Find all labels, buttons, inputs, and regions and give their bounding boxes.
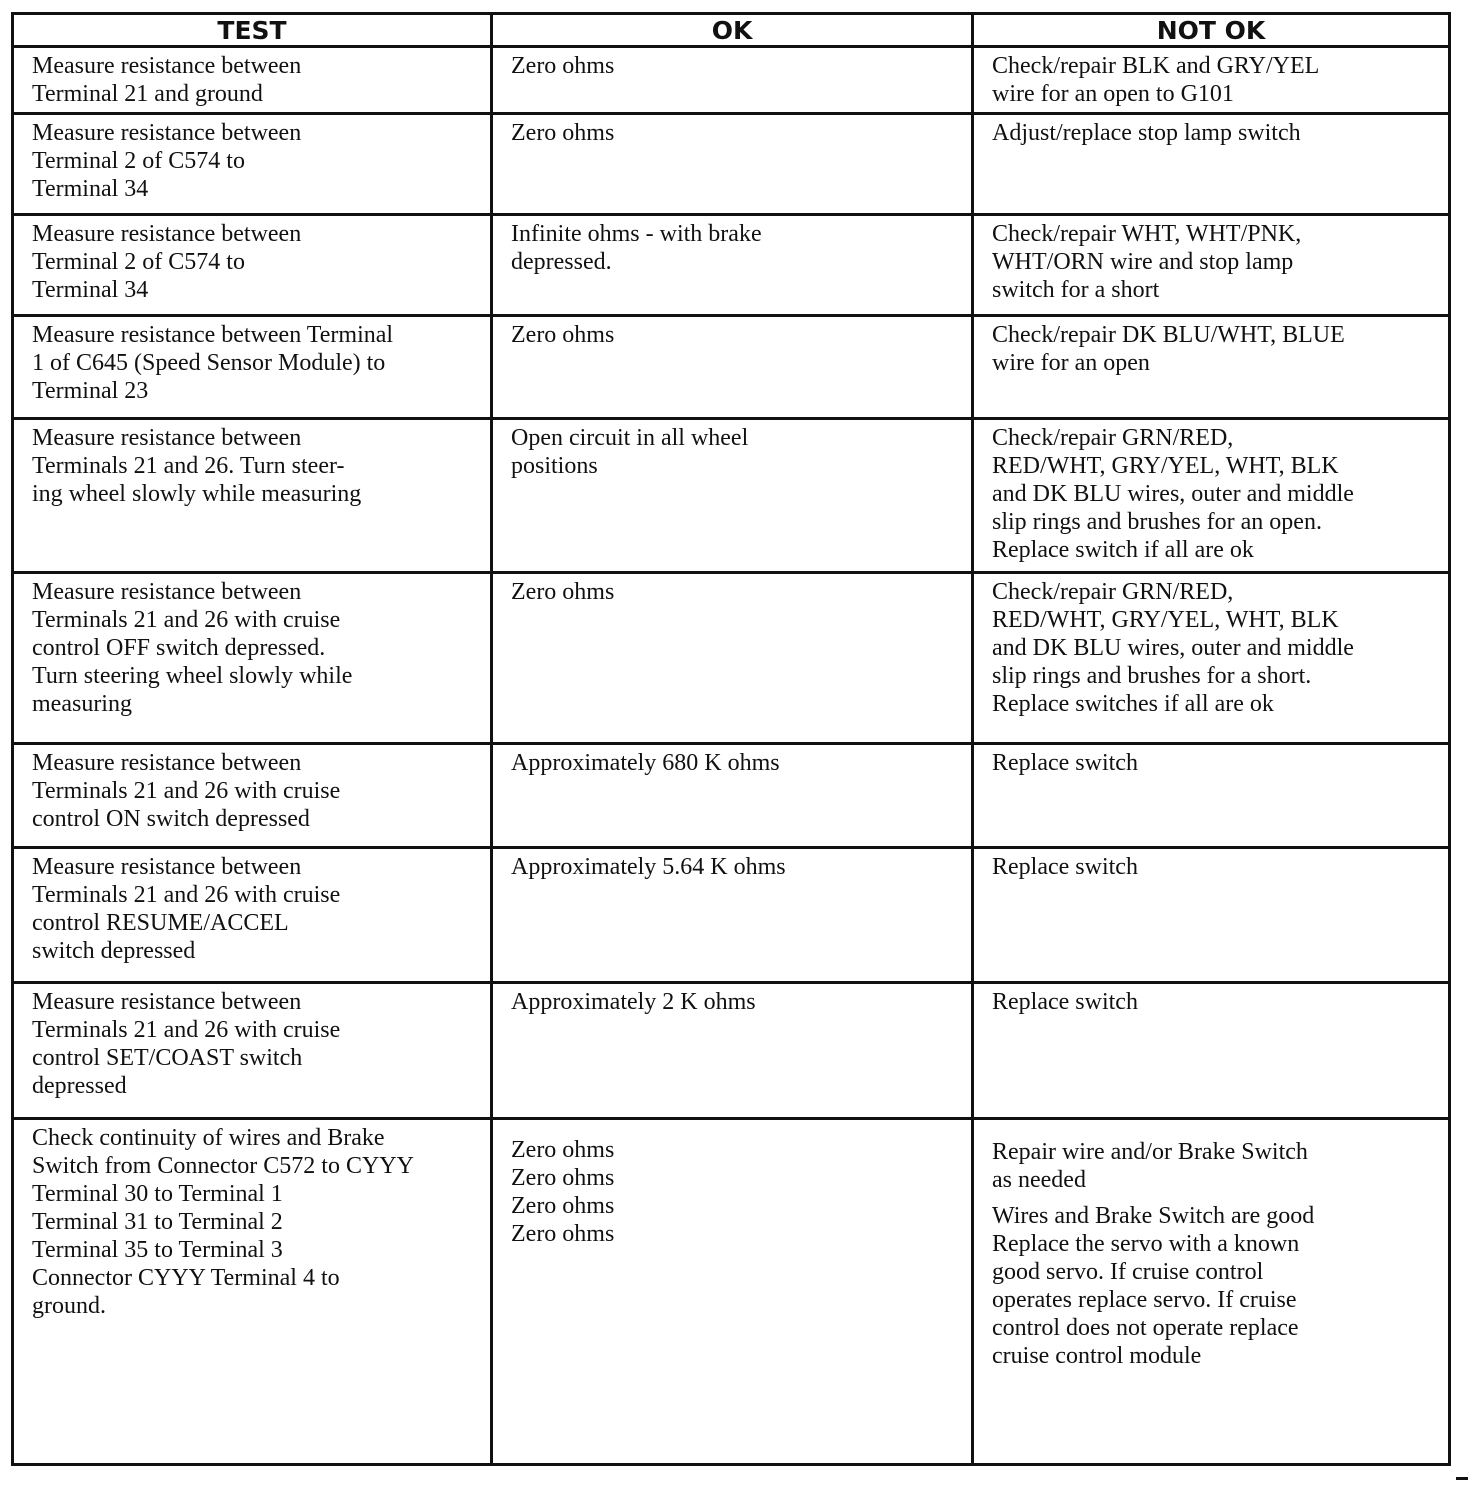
not-ok-cell: [973, 848, 1450, 983]
cell-line: Zero ohms: [511, 579, 615, 605]
cell-line: Terminal 2 of C574 to: [32, 249, 245, 275]
cell-line: wire for an open to G101: [992, 81, 1234, 107]
cell-line: Switch from Connector C572 to CYYY: [32, 1153, 414, 1179]
test-cell: [13, 744, 492, 848]
cell-line: cruise control module: [992, 1343, 1202, 1369]
cell-line: control OFF switch depressed.: [32, 635, 326, 661]
cell-line: RED/WHT, GRY/YEL, WHT, BLK: [992, 607, 1339, 633]
cell-line: RED/WHT, GRY/YEL, WHT, BLK: [992, 453, 1339, 479]
not-ok-cell: [973, 1119, 1450, 1465]
cell-line: Check continuity of wires and Brake: [32, 1125, 385, 1151]
cell-line: Terminals 21 and 26 with cruise: [32, 607, 341, 633]
cell-line: positions: [511, 453, 598, 479]
cell-line: Terminals 21 and 26. Turn steer-: [32, 453, 345, 479]
cell-line: slip rings and brushes for a short.: [992, 663, 1312, 689]
cell-line: Replace switch: [992, 989, 1138, 1015]
cell-line: Zero ohms: [511, 1165, 615, 1191]
cell-line: Measure resistance between Terminal: [32, 322, 394, 348]
ok-cell: [492, 419, 973, 573]
not-ok-cell: [973, 114, 1450, 215]
cell-line: Approximately 680 K ohms: [511, 750, 780, 776]
table-row: [13, 316, 1450, 419]
cell-line: as needed: [992, 1167, 1086, 1193]
cell-line: Measure resistance between: [32, 750, 302, 776]
cell-line: Check/repair GRN/RED,: [992, 425, 1234, 451]
test-cell: [13, 47, 492, 114]
table-row: [13, 47, 1450, 114]
test-cell: [13, 848, 492, 983]
cell-line: Measure resistance between: [32, 53, 302, 79]
not-ok-cell: [973, 419, 1450, 573]
cell-line: Adjust/replace stop lamp switch: [992, 120, 1301, 146]
ok-cell: [492, 114, 973, 215]
cell-line: ing wheel slowly while measuring: [32, 481, 362, 507]
cell-line: switch for a short: [992, 277, 1160, 303]
cell-line: Zero ohms: [511, 1193, 615, 1219]
test-cell: [13, 114, 492, 215]
cell-line: Terminals 21 and 26 with cruise: [32, 778, 341, 804]
cell-line: measuring: [32, 691, 132, 717]
ok-cell: [492, 744, 973, 848]
cell-line: ground.: [32, 1293, 106, 1319]
not-ok-cell: [973, 744, 1450, 848]
ok-cell: [492, 1119, 973, 1465]
table-row: [13, 983, 1450, 1119]
cell-line: Zero ohms: [511, 1137, 615, 1163]
cell-line: depressed.: [511, 249, 612, 275]
cell-line: Measure resistance between: [32, 854, 302, 880]
test-cell: [13, 1119, 492, 1465]
table-row: [13, 419, 1450, 573]
test-cell: [13, 983, 492, 1119]
cell-line: Check/repair BLK and GRY/YEL: [992, 53, 1320, 79]
cell-line: control ON switch depressed: [32, 806, 310, 832]
cell-line: Terminals 21 and 26 with cruise: [32, 882, 341, 908]
cell-line: Measure resistance between: [32, 221, 302, 247]
header-test: TEST: [13, 14, 492, 47]
test-cell: [13, 573, 492, 744]
not-ok-cell: [973, 983, 1450, 1119]
cell-line: Replace switch: [992, 750, 1138, 776]
cell-line: control does not operate replace: [992, 1315, 1299, 1341]
ok-cell: [492, 47, 973, 114]
diagnostic-table: [11, 12, 1451, 1466]
header-row: [13, 14, 1450, 47]
cell-line: Terminal 35 to Terminal 3: [32, 1237, 283, 1263]
cell-line: Zero ohms: [511, 53, 615, 79]
table-row: [13, 215, 1450, 316]
cell-line: Open circuit in all wheel: [511, 425, 749, 451]
cell-line: Replace switch if all are ok: [992, 537, 1254, 563]
cell-line: Terminal 23: [32, 378, 149, 404]
cell-line: Measure resistance between: [32, 579, 302, 605]
cell-line: Zero ohms: [511, 322, 615, 348]
cell-line: Connector CYYY Terminal 4 to: [32, 1265, 340, 1291]
cell-line: Approximately 5.64 K ohms: [511, 854, 786, 880]
ok-cell: [492, 848, 973, 983]
cell-line: Measure resistance between: [32, 425, 302, 451]
table-row: [13, 744, 1450, 848]
cell-line: Measure resistance between: [32, 989, 302, 1015]
cell-line: WHT/ORN wire and stop lamp: [992, 249, 1294, 275]
cell-line: Turn steering wheel slowly while: [32, 663, 353, 689]
cell-line: Check/repair DK BLU/WHT, BLUE: [992, 322, 1345, 348]
cell-line: Zero ohms: [511, 1221, 615, 1247]
cell-line: Replace switches if all are ok: [992, 691, 1274, 717]
scan-mark: [1456, 1477, 1468, 1480]
table-row: [13, 114, 1450, 215]
ok-cell: [492, 573, 973, 744]
cell-line: Check/repair GRN/RED,: [992, 579, 1234, 605]
cell-line: Check/repair WHT, WHT/PNK,: [992, 221, 1302, 247]
header-not-ok: NOT OK: [973, 14, 1450, 47]
cell-line: operates replace servo. If cruise: [992, 1287, 1297, 1313]
test-cell: [13, 419, 492, 573]
table-row: [13, 1119, 1450, 1465]
cell-line: Terminal 21 and ground: [32, 81, 263, 107]
table-row: [13, 848, 1450, 983]
ok-cell: [492, 983, 973, 1119]
cell-line: good servo. If cruise control: [992, 1259, 1264, 1285]
cell-line: Repair wire and/or Brake Switch: [992, 1139, 1308, 1165]
header-ok: OK: [492, 14, 973, 47]
cell-line: slip rings and brushes for an open.: [992, 509, 1322, 535]
cell-line: depressed: [32, 1073, 127, 1099]
cell-line: Terminal 34: [32, 277, 149, 303]
cell-line: Measure resistance between: [32, 120, 302, 146]
cell-line: Replace the servo with a known: [992, 1231, 1300, 1257]
not-ok-cell: [973, 316, 1450, 419]
cell-line: Terminal 34: [32, 176, 149, 202]
ok-cell: [492, 215, 973, 316]
cell-line: Replace switch: [992, 854, 1138, 880]
cell-line: switch depressed: [32, 938, 196, 964]
cell-line: Zero ohms: [511, 120, 615, 146]
cell-line: Infinite ohms - with brake: [511, 221, 762, 247]
cell-line: and DK BLU wires, outer and middle: [992, 481, 1354, 507]
cell-line: Wires and Brake Switch are good: [992, 1203, 1315, 1229]
cell-line: Terminal 2 of C574 to: [32, 148, 245, 174]
cell-line: 1 of C645 (Speed Sensor Module) to: [32, 350, 386, 376]
cell-line: Approximately 2 K ohms: [511, 989, 756, 1015]
cell-line: Terminals 21 and 26 with cruise: [32, 1017, 341, 1043]
not-ok-cell: [973, 215, 1450, 316]
cell-line: Terminal 30 to Terminal 1: [32, 1181, 283, 1207]
test-cell: [13, 215, 492, 316]
cell-line: Terminal 31 to Terminal 2: [32, 1209, 283, 1235]
cell-line: wire for an open: [992, 350, 1150, 376]
cell-line: control RESUME/ACCEL: [32, 910, 289, 936]
not-ok-cell: [973, 47, 1450, 114]
not-ok-cell: [973, 573, 1450, 744]
cell-line: and DK BLU wires, outer and middle: [992, 635, 1354, 661]
cell-line: control SET/COAST switch: [32, 1045, 303, 1071]
test-cell: [13, 316, 492, 419]
ok-cell: [492, 316, 973, 419]
table-row: [13, 573, 1450, 744]
